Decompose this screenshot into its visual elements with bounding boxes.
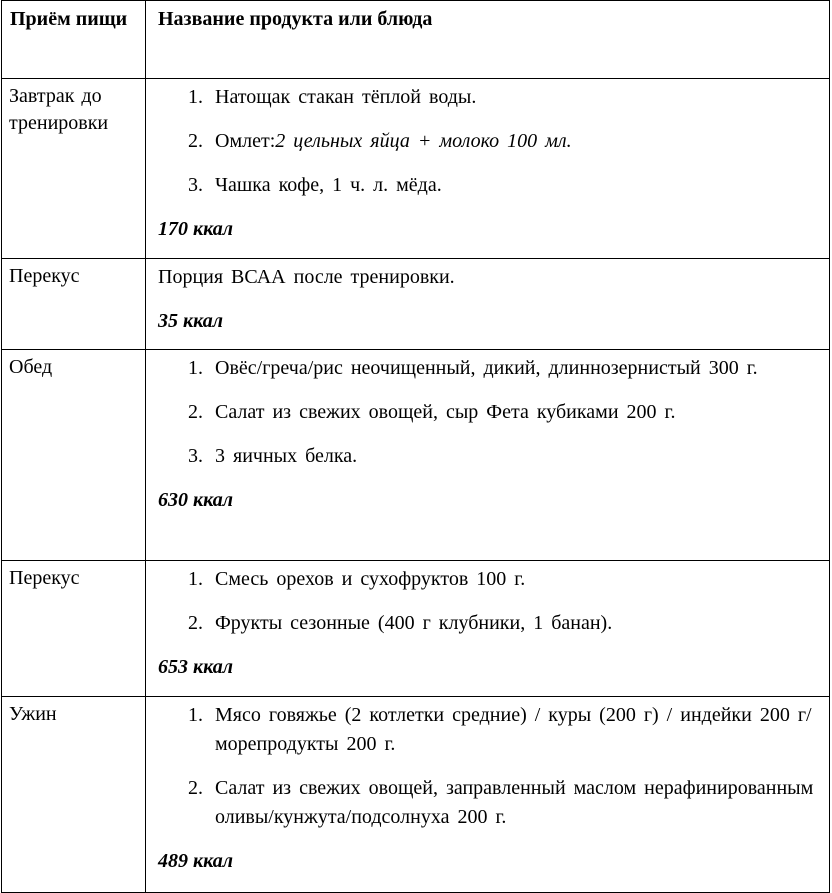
list-item [158,171,819,200]
meal-name: Ужин [2,697,146,893]
meal-plan-table [1,0,830,893]
item-text: Овёс/греча/рис неочищенный, дикий, длиннозернистый 300 г. [215,357,758,379]
meal-name: Завтрак до тренировки [2,79,146,259]
item-italic-text: 2 цельных яйца + молоко 100 мл. [275,130,572,152]
item-number: 1. [188,568,203,590]
item-number: 2. [188,777,203,799]
item-text: Смесь орехов и сухофруктов 100 г. [215,568,526,590]
item-text: 3 яичных белка. [215,445,358,467]
kcal-total: 170 ккал [158,218,234,240]
item-number: 3. [188,174,203,196]
kcal-total: 653 ккал [158,656,234,678]
item-number: 1. [188,86,203,108]
list-item [158,398,819,427]
item-text: Чашка кофе, 1 ч. л. мёда. [215,174,442,196]
meal-name: Обед [2,350,146,561]
list-item [158,565,819,594]
meal-content [146,561,830,697]
item-number: 1. [188,704,203,726]
list-item [158,127,819,156]
kcal-total: 489 ккал [158,850,234,872]
item-number: 2. [188,612,203,634]
item-number: 2. [188,130,203,152]
table-header-row [2,1,830,79]
meal-content [146,697,830,893]
item-text: Натощак стакан тёплой воды. [215,86,477,108]
meal-content [146,259,830,350]
meal-name: Перекус [2,561,146,697]
list-item [158,442,819,471]
list-item [158,701,819,759]
meal-content [146,350,830,561]
table-row [2,697,830,893]
item-text: Мясо говяжье (2 котлетки средние) / куры (200 г) / индейки 200 г/ морепродукты 200 г. [215,704,812,755]
item-number: 3. [188,445,203,467]
list-item [158,774,819,832]
item-text: Омлет: [215,130,276,152]
list-item [158,83,819,112]
meal-content [146,79,830,259]
kcal-total: 35 ккал [158,310,224,332]
table-row [2,259,830,350]
list-item [158,354,819,383]
table-row [2,350,830,561]
plain-text: Порция ВСАА после тренировки. [158,266,455,288]
item-text: Салат из свежих овощей, заправленный маслом нерафинированным оливы/кунжута/подсолнуха 200 г. [215,777,814,828]
item-text: Фрукты сезонные (400 г клубники, 1 банан). [215,612,613,634]
header-meal-time: Приём пищи [2,1,146,79]
item-number: 2. [188,401,203,423]
item-number: 1. [188,357,203,379]
kcal-total: 630 ккал [158,489,234,511]
header-product-name: Название продукта или блюда [146,1,830,79]
table-row [2,79,830,259]
list-item [158,609,819,638]
meal-name: Перекус [2,259,146,350]
table-row [2,561,830,697]
item-text: Салат из свежих овощей, сыр Фета кубиками 200 г. [215,401,676,423]
